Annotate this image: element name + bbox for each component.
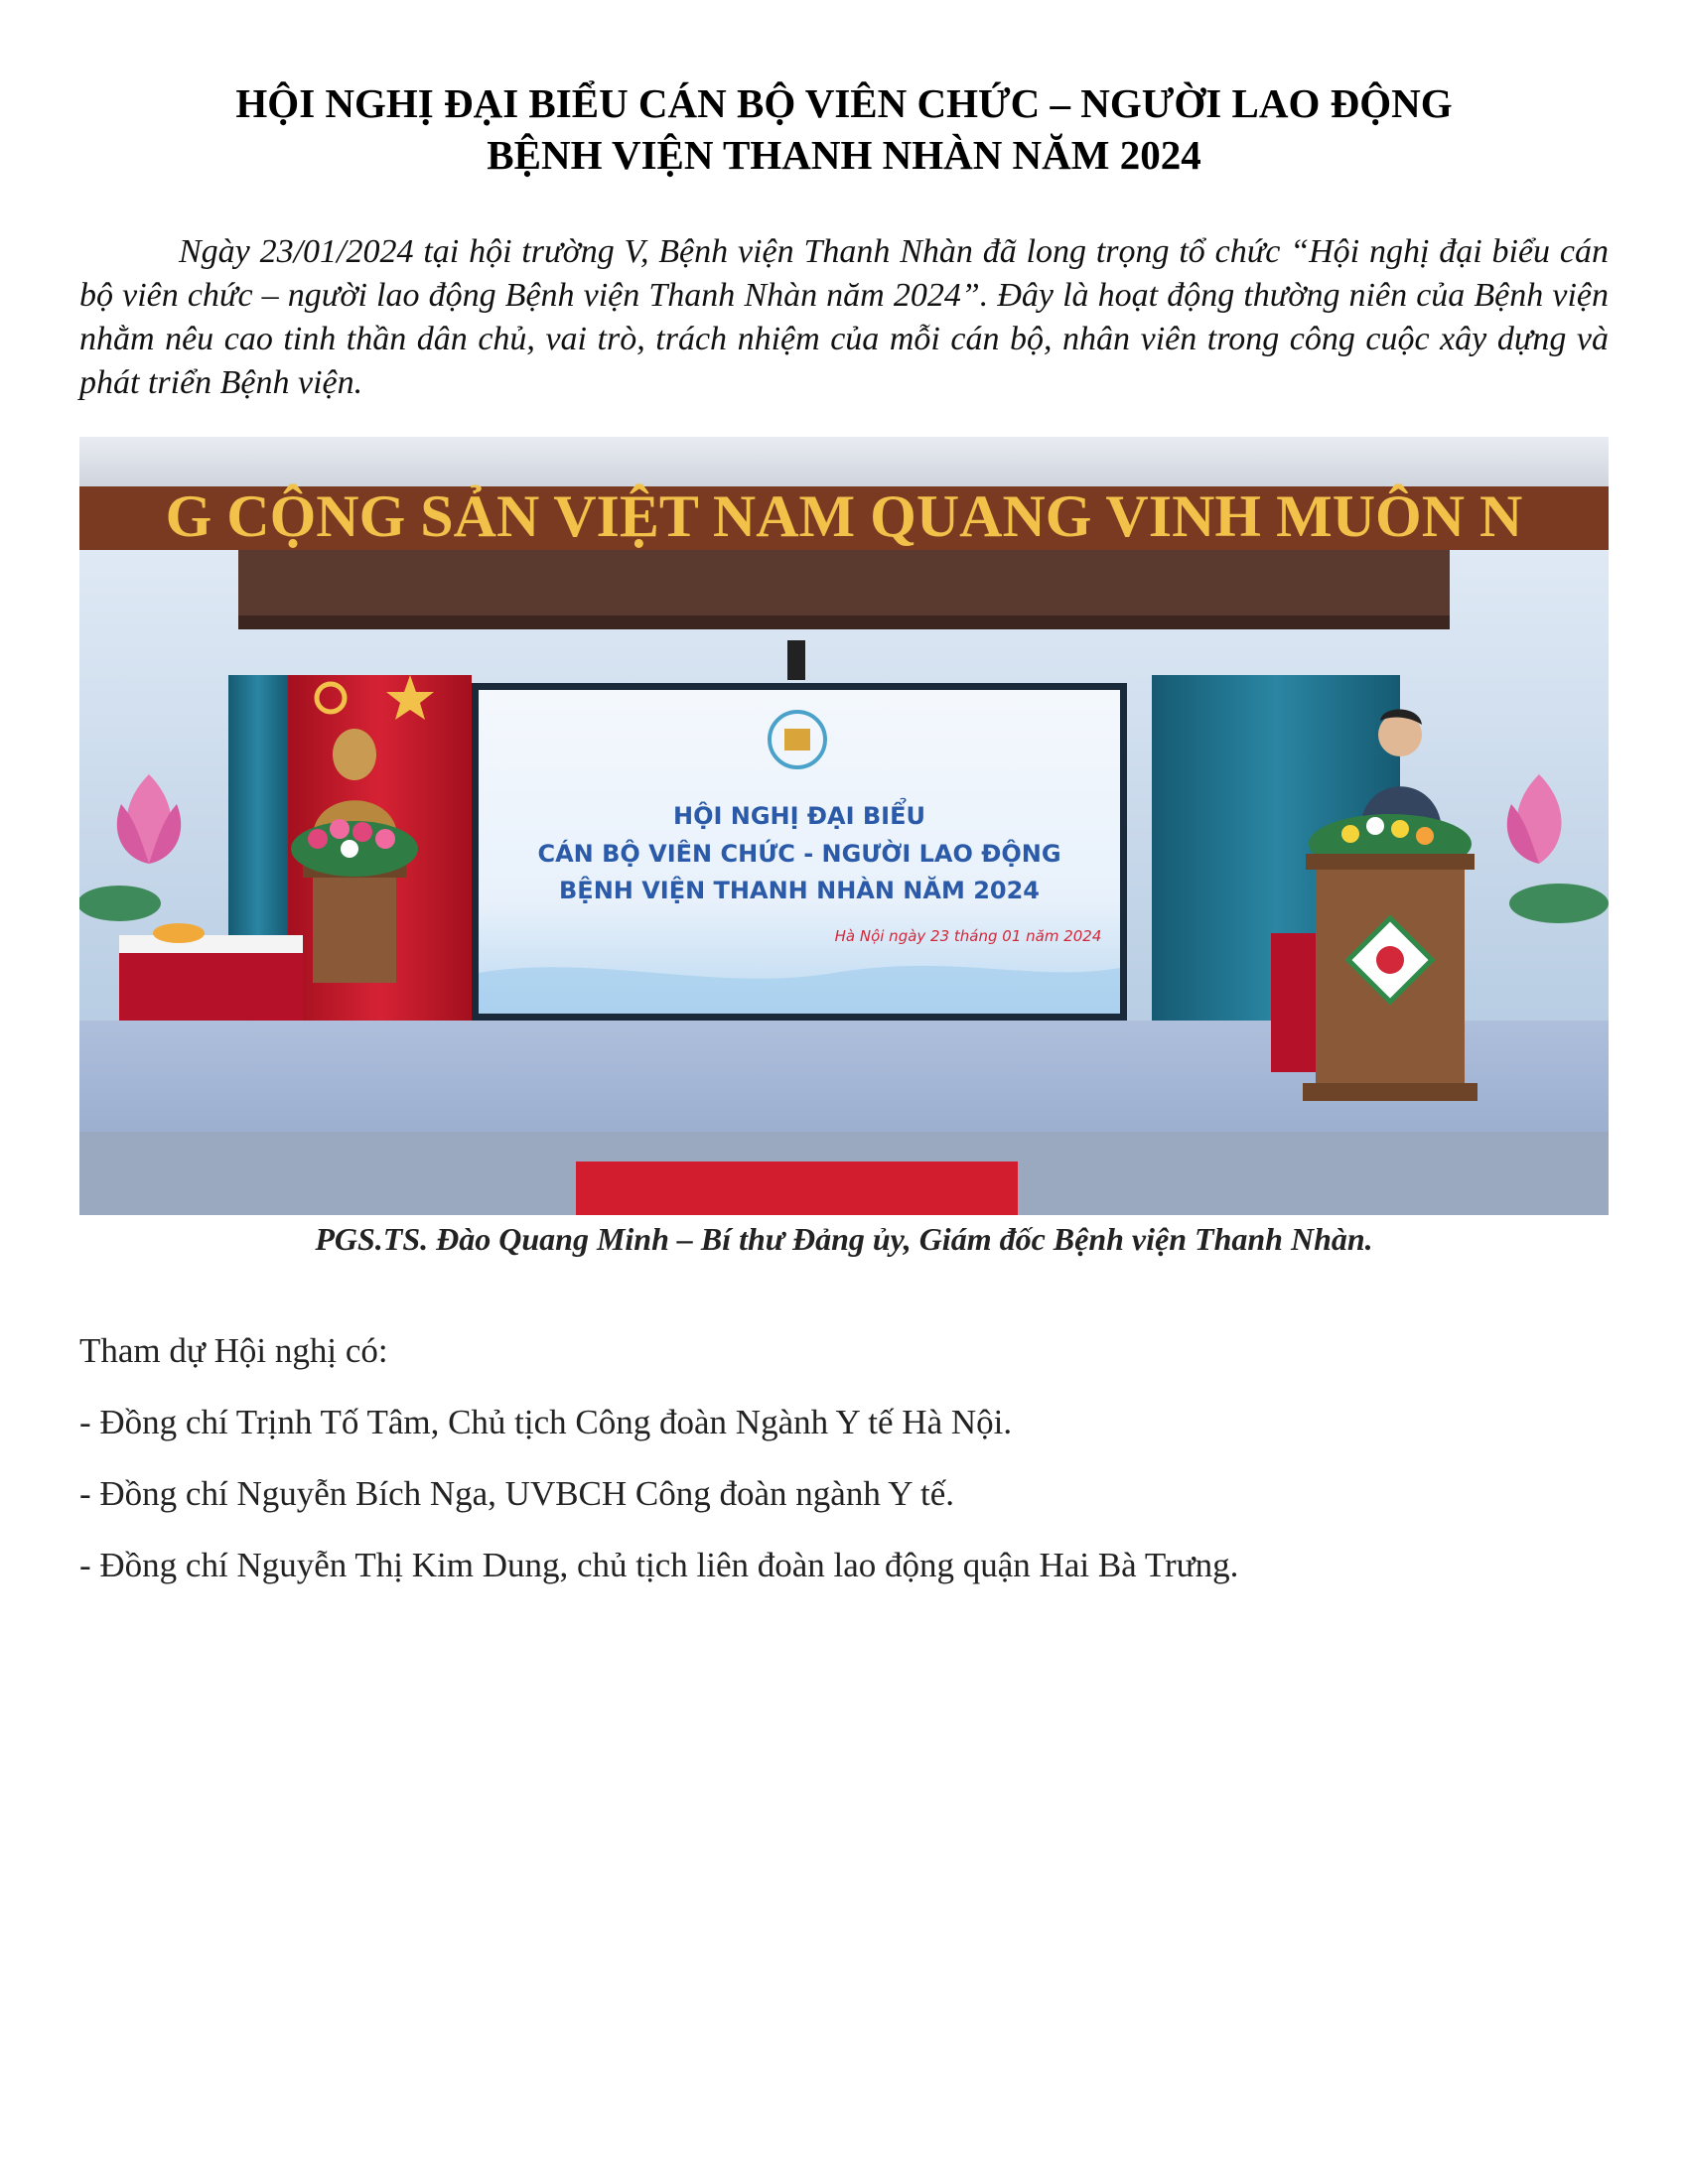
intro-paragraph: Ngày 23/01/2024 tại hội trường V, Bệnh viện Thanh Nhàn đã long trọng tổ chức “Hội nghị đại biểu cán bộ viên chức – người lao động Bệnh viện Thanh Nhàn năm 2024”. Đây là hoạt động thường niên của Bệnh viện nhằm nêu cao tinh thần dân chủ, vai trò, trách nhiệm của mỗi cán bộ, nhân viên trong công cuộc xây dựng và phát triển Bệnh viện.: [79, 233, 1609, 401]
attendee-list: [79, 1328, 1609, 1614]
slogan-text: G CỘNG SẢN VIỆT NAM QUANG VINH MUÔN N: [165, 483, 1523, 549]
list-item: - Đồng chí Nguyễn Bích Nga, UVBCH Công đoàn ngành Y tế.: [79, 1474, 955, 1513]
screen-line-2: CÁN BỘ VIÊN CHỨC - NGƯỜI LAO ĐỘNG: [537, 840, 1061, 868]
attendees-intro: Tham dự Hội nghị có:: [79, 1331, 388, 1370]
conference-stage-illustration: [79, 437, 1609, 1215]
screen-date: Hà Nội ngày 23 tháng 01 năm 2024: [834, 927, 1102, 945]
screen-line-1: HỘI NGHỊ ĐẠI BIỂU: [672, 802, 926, 830]
red-carpet: [576, 1161, 1018, 1215]
conference-photo: [79, 437, 1609, 1215]
title-line-2: BỆNH VIỆN THANH NHÀN NĂM 2024: [487, 132, 1201, 178]
title-line-1: HỘI NGHỊ ĐẠI BIỂU CÁN BỘ VIÊN CHỨC – NGƯỜI LAO ĐỘNG: [235, 80, 1453, 126]
stage-valance: [238, 550, 1450, 615]
list-item: - Đồng chí Nguyễn Thị Kim Dung, chủ tịch liên đoàn lao động quận Hai Bà Trưng.: [79, 1546, 1239, 1584]
screen-line-3: BỆNH VIỆN THANH NHÀN NĂM 2024: [559, 877, 1040, 904]
podium: [1303, 814, 1477, 1101]
list-item: - Đồng chí Trịnh Tố Tâm, Chủ tịch Công đoàn Ngành Y tế Hà Nội.: [79, 1403, 1013, 1441]
camera-icon: [787, 640, 805, 680]
document-title: [79, 77, 1609, 181]
photo-caption: PGS.TS. Đào Quang Minh – Bí thư Đảng ủy, Giám đốc Bệnh viện Thanh Nhàn.: [315, 1221, 1373, 1257]
